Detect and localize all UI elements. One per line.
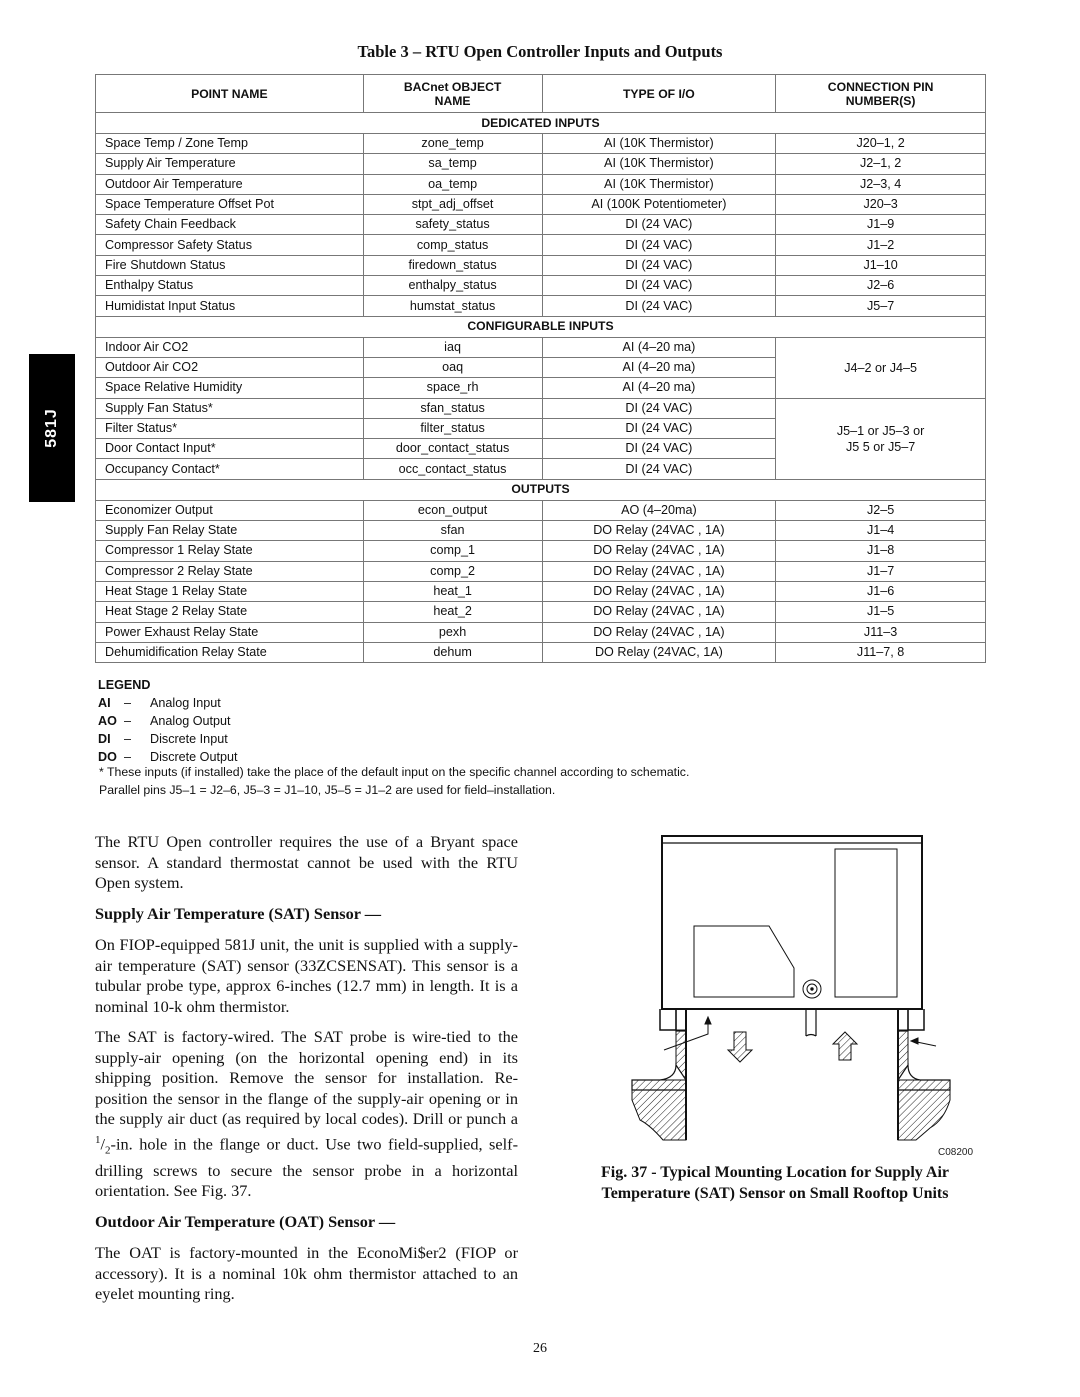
- io-table: [95, 74, 986, 663]
- pin-cell: J1–8: [776, 541, 986, 561]
- point-name-cell: Compressor 2 Relay State: [96, 561, 364, 581]
- type-io-cell: DI (24 VAC): [542, 398, 776, 418]
- pin-cell: J11–3: [776, 622, 986, 642]
- point-name-cell: Dehumidification Relay State: [96, 642, 364, 662]
- header-type-io: TYPE OF I/O: [542, 75, 776, 113]
- pin-cell: J5–7: [776, 296, 986, 316]
- point-name-cell: Outdoor Air CO2: [96, 357, 364, 377]
- bacnet-object-cell: comp_1: [363, 541, 542, 561]
- type-io-cell: AI (4–20 ma): [542, 357, 776, 377]
- point-name-cell: Compressor 1 Relay State: [96, 541, 364, 561]
- table-header-row: [96, 75, 986, 113]
- point-name-cell: Outdoor Air Temperature: [96, 174, 364, 194]
- bacnet-object-cell: comp_2: [363, 561, 542, 581]
- type-io-cell: AI (10K Thermistor): [542, 134, 776, 154]
- table-row: [96, 561, 986, 581]
- legend-item: DI – Discrete Input: [98, 732, 228, 746]
- table-row: [96, 337, 986, 357]
- point-name-cell: Safety Chain Feedback: [96, 215, 364, 235]
- table-row: [96, 174, 986, 194]
- legend-title: LEGEND: [98, 678, 151, 692]
- pin-cell: J2–5: [776, 500, 986, 520]
- sat-heading: Supply Air Temperature (SAT) Sensor —: [95, 903, 382, 923]
- figure-caption: Fig. 37 - Typical Mounting Location for Supply Air Temperature (SAT) Sensor on Small Rooftop Units: [600, 1164, 950, 1202]
- type-io-cell: DO Relay (24VAC , 1A): [542, 602, 776, 622]
- bacnet-object-cell: heat_1: [363, 581, 542, 601]
- pin-cell: J1–4: [776, 521, 986, 541]
- bacnet-object-cell: space_rh: [363, 378, 542, 398]
- table-row: [96, 642, 986, 662]
- point-name-cell: Supply Fan Relay State: [96, 521, 364, 541]
- oat-paragraph: The OAT is factory-mounted in the EconoMi$er2 (FIOP or accessory). It is a nominal 10k ohm thermistor attached to an eyelet mounting ring.: [95, 1243, 518, 1304]
- type-io-cell: DI (24 VAC): [542, 255, 776, 275]
- bacnet-object-cell: enthalpy_status: [363, 276, 542, 296]
- bacnet-object-cell: iaq: [363, 337, 542, 357]
- table-row: [96, 541, 986, 561]
- type-io-cell: AI (4–20 ma): [542, 378, 776, 398]
- legend-meaning: Analog Input: [150, 696, 221, 710]
- point-name-cell: Fire Shutdown Status: [96, 255, 364, 275]
- type-io-cell: DO Relay (24VAC , 1A): [542, 541, 776, 561]
- pin-cell: J1–6: [776, 581, 986, 601]
- table-row: [96, 276, 986, 296]
- body-text-column: [95, 832, 518, 1315]
- table-row: [96, 296, 986, 316]
- table-row: [96, 602, 986, 622]
- pin-cell: J2–3, 4: [776, 174, 986, 194]
- header-bacnet-object: BACnet OBJECT NAME: [363, 75, 542, 113]
- bacnet-object-cell: door_contact_status: [363, 439, 542, 459]
- bacnet-object-cell: comp_status: [363, 235, 542, 255]
- type-io-cell: DI (24 VAC): [542, 418, 776, 438]
- bacnet-object-cell: pexh: [363, 622, 542, 642]
- point-name-cell: Humidistat Input Status: [96, 296, 364, 316]
- pin-cell-group-1: J4–2 or J4–5: [776, 337, 986, 398]
- intro-paragraph: The RTU Open controller requires the use of a Bryant space sensor. A standard thermostat cannot be used with the RTU Open system.: [95, 832, 518, 892]
- point-name-cell: Supply Air Temperature: [96, 154, 364, 174]
- legend-item: DO – Discrete Output: [98, 750, 238, 764]
- point-name-cell: Indoor Air CO2: [96, 337, 364, 357]
- point-name-cell: Door Contact Input*: [96, 439, 364, 459]
- legend-meaning: Discrete Input: [150, 732, 228, 746]
- pin-cell-group-2: J5–1 or J5–3 or J5 5 or J5–7: [776, 398, 986, 479]
- parallel-pins-note: Parallel pins J5–1 = J2–6, J5–3 = J1–10, J5–5 = J1–2 are used for field–installation.: [99, 783, 556, 797]
- type-io-cell: AI (10K Thermistor): [542, 174, 776, 194]
- rooftop-unit-icon: [662, 836, 922, 1009]
- pin-cell: J1–5: [776, 602, 986, 622]
- type-io-cell: DO Relay (24VAC , 1A): [542, 622, 776, 642]
- table-row: [96, 622, 986, 642]
- point-name-cell: Economizer Output: [96, 500, 364, 520]
- table-row: [96, 581, 986, 601]
- curb-right-icon: [898, 1009, 950, 1140]
- point-name-cell: Heat Stage 1 Relay State: [96, 581, 364, 601]
- point-name-cell: Supply Fan Status*: [96, 398, 364, 418]
- type-io-cell: DI (24 VAC): [542, 459, 776, 479]
- table-title: Table 3 – RTU Open Controller Inputs and Outputs: [357, 42, 723, 61]
- bacnet-object-cell: sfan_status: [363, 398, 542, 418]
- type-io-cell: DI (24 VAC): [542, 439, 776, 459]
- bacnet-object-cell: firedown_status: [363, 255, 542, 275]
- table-row: [96, 398, 986, 418]
- table-row: [96, 255, 986, 275]
- table-row: [96, 194, 986, 214]
- sat-paragraph-2: The SAT is factory-wired. The SAT probe is wire-tied to the supply-air opening (on the horizontal opening end) in its shipping position. Remove the sensor for installation. Re-position the sensor in the flange of the supply-air opening or in the supply air duct (as required by local codes). Drill or punch a $^1/_2-in$. hole in the flange or duct. Use two field-supplied, self-drilling screws to secure the sensor probe in a horizontal orientation. See Fig. 37.: [95, 1027, 518, 1201]
- type-io-cell: AO (4–20ma): [542, 500, 776, 520]
- pin-cell: J2–6: [776, 276, 986, 296]
- type-io-cell: DO Relay (24VAC , 1A): [542, 581, 776, 601]
- bacnet-object-cell: safety_status: [363, 215, 542, 235]
- legend-abbr: DI: [98, 732, 111, 746]
- type-io-cell: DO Relay (24VAC , 1A): [542, 521, 776, 541]
- pin-cell: J2–1, 2: [776, 154, 986, 174]
- point-name-cell: Space Relative Humidity: [96, 378, 364, 398]
- header-point-name: POINT NAME: [96, 75, 364, 113]
- section-heading-configurable: CONFIGURABLE INPUTS: [96, 316, 986, 337]
- legend: [98, 676, 238, 766]
- table-row: [96, 154, 986, 174]
- type-io-cell: AI (10K Thermistor): [542, 154, 776, 174]
- table-row: [96, 215, 986, 235]
- section-heading-dedicated: DEDICATED INPUTS: [96, 113, 986, 134]
- bacnet-object-cell: sa_temp: [363, 154, 542, 174]
- point-name-cell: Filter Status*: [96, 418, 364, 438]
- type-io-cell: DO Relay (24VAC , 1A): [542, 561, 776, 581]
- type-io-cell: DI (24 VAC): [542, 235, 776, 255]
- bacnet-object-cell: oaq: [363, 357, 542, 377]
- bacnet-object-cell: stpt_adj_offset: [363, 194, 542, 214]
- legend-abbr: DO: [98, 750, 117, 764]
- type-io-cell: DI (24 VAC): [542, 296, 776, 316]
- pin-cell: J20–3: [776, 194, 986, 214]
- bacnet-object-cell: dehum: [363, 642, 542, 662]
- bacnet-object-cell: zone_temp: [363, 134, 542, 154]
- oat-heading: Outdoor Air Temperature (OAT) Sensor —: [95, 1211, 396, 1231]
- bacnet-object-cell: oa_temp: [363, 174, 542, 194]
- legend-item: AO – Analog Output: [98, 714, 231, 728]
- legend-item: AI – Analog Input: [98, 696, 221, 710]
- type-io-cell: DO Relay (24VAC, 1A): [542, 642, 776, 662]
- pin-cell: J1–9: [776, 215, 986, 235]
- point-name-cell: Enthalpy Status: [96, 276, 364, 296]
- footnote-asterisk: * These inputs (if installed) take the place of the default input on the specific channel according to schematic.: [99, 765, 690, 779]
- bacnet-object-cell: filter_status: [363, 418, 542, 438]
- legend-meaning: Analog Output: [150, 714, 231, 728]
- sat-paragraph-1: On FIOP-equipped 581J unit, the unit is supplied with a supply-air temperature (SAT) sensor (33ZCSENSAT). This sensor is a tubular probe type, approx 6-inches (12.7 mm) in length. It is a nominal 10-k ohm thermistor.: [95, 935, 518, 1016]
- type-io-cell: AI (4–20 ma): [542, 337, 776, 357]
- point-name-cell: Compressor Safety Status: [96, 235, 364, 255]
- point-name-cell: Heat Stage 2 Relay State: [96, 602, 364, 622]
- supply-air-down-arrow-icon: [728, 1032, 752, 1062]
- table-row: [96, 134, 986, 154]
- curb-left-icon: [632, 1009, 686, 1140]
- pin-cell: J1–10: [776, 255, 986, 275]
- sat-mounting-diagram: [620, 830, 990, 1160]
- point-name-cell: Power Exhaust Relay State: [96, 622, 364, 642]
- pin-cell: J11–7, 8: [776, 642, 986, 662]
- type-io-cell: AI (100K Potentiometer): [542, 194, 776, 214]
- sat-sensor-pointer-left-icon: [664, 1017, 711, 1050]
- table-row: [96, 235, 986, 255]
- pin-cell: J1–2: [776, 235, 986, 255]
- divider-panel-icon: [806, 1009, 816, 1036]
- bacnet-object-cell: sfan: [363, 521, 542, 541]
- type-io-cell: DI (24 VAC): [542, 276, 776, 296]
- point-name-cell: Occupancy Contact*: [96, 459, 364, 479]
- model-side-tab: [29, 354, 75, 502]
- bacnet-object-cell: humstat_status: [363, 296, 542, 316]
- legend-meaning: Discrete Output: [150, 750, 238, 764]
- bacnet-object-cell: heat_2: [363, 602, 542, 622]
- page-number: 26: [533, 1341, 547, 1356]
- return-air-up-arrow-icon: [833, 1032, 857, 1060]
- type-io-cell: DI (24 VAC): [542, 215, 776, 235]
- figure-code: C08200: [938, 1147, 974, 1158]
- table-row: [96, 500, 986, 520]
- model-label: 581J: [43, 408, 60, 448]
- legend-abbr: AI: [98, 696, 111, 710]
- legend-abbr: AO: [98, 714, 117, 728]
- point-name-cell: Space Temp / Zone Temp: [96, 134, 364, 154]
- bacnet-object-cell: occ_contact_status: [363, 459, 542, 479]
- point-name-cell: Space Temperature Offset Pot: [96, 194, 364, 214]
- header-connection-pin: CONNECTION PIN NUMBER(S): [776, 75, 986, 113]
- bacnet-object-cell: econ_output: [363, 500, 542, 520]
- pin-cell: J1–7: [776, 561, 986, 581]
- section-heading-outputs: OUTPUTS: [96, 479, 986, 500]
- pin-cell: J20–1, 2: [776, 134, 986, 154]
- sat-sensor-pointer-right-icon: [911, 1038, 936, 1046]
- table-row: [96, 521, 986, 541]
